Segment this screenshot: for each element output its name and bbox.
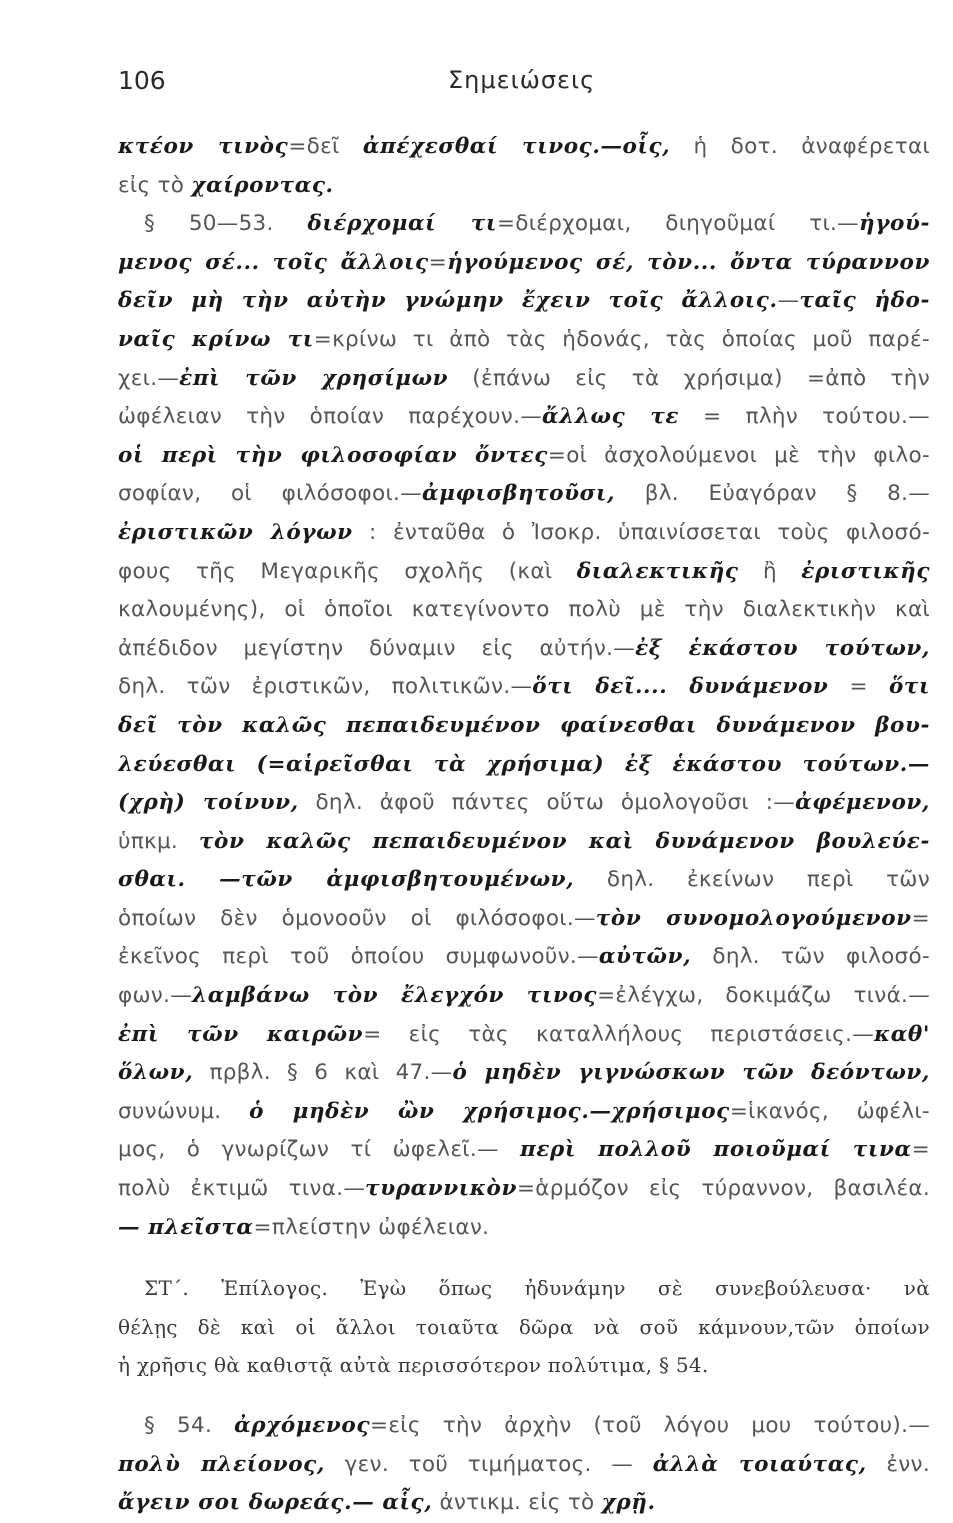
gloss-text: =οἱ ἀσχολούμενοι μὲ τὴν φιλο- xyxy=(547,442,930,468)
lemma-term: λαμβάνω τὸν ἔλεγχόν τινος xyxy=(192,983,598,1009)
gloss-text: μος, ὁ γνωρίζων τί ὠφελεῖ.— xyxy=(118,1137,521,1163)
text-line xyxy=(118,823,930,862)
lemma-term: ἀρχόμενος xyxy=(234,1413,371,1438)
lemma-term: δεῖ τὸν καλῶς πεπαιδευμένον φαίνεσθαι δυνάμενον βου- xyxy=(118,712,930,738)
text-line xyxy=(118,1170,930,1209)
text-line xyxy=(118,553,930,592)
text-line xyxy=(118,244,930,283)
lemma-term: τὸν συνομολογούμενον xyxy=(595,905,912,931)
lemma-term: λεύεσθαι (=αἱρεῖσθαι τὰ χρήσιμα) ἐξ ἑκάστου τούτων.— xyxy=(118,751,930,777)
gloss-text: ἡ χρῆσις θὰ καθιστᾷ αὐτὰ περισσότερον πολύτιμα, § 54. xyxy=(118,1353,709,1378)
gloss-text: § 50—53. xyxy=(144,211,308,237)
gloss-text: φων.— xyxy=(118,983,193,1009)
gloss-text: ἐκεῖνος περὶ τοῦ ὁποίου συμφωνοῦν.— xyxy=(118,944,599,970)
page-header xyxy=(118,66,918,106)
gloss-text: (ἐπάνω εἰς τὰ χρήσιμα) =ἀπὸ τὴν xyxy=(448,365,930,391)
gloss-text: ἡ δοτ. ἀναφέρεται xyxy=(670,134,930,159)
gloss-text: πολὺ ἐκτιμῶ τινα.— xyxy=(118,1176,366,1202)
running-title: Σημειώσεις xyxy=(448,66,596,94)
lemma-term: τὸν καλῶς πεπαιδευμένον καὶ δυνάμενον βουλεύε- xyxy=(198,828,930,854)
lemma-term: ἀφέμενον, xyxy=(795,790,930,816)
text-line xyxy=(118,514,930,553)
gloss-text: — xyxy=(777,288,800,314)
lemma-term: χαίροντας. xyxy=(191,172,334,198)
text-line xyxy=(118,1446,930,1485)
lemma-term: ἀλλὰ τοιαύτας, xyxy=(652,1451,867,1477)
gloss-text: =ἐλέγχω, δοκιμάζω τινά.— xyxy=(597,983,930,1009)
text-line xyxy=(118,1209,930,1248)
text-line xyxy=(118,1484,930,1523)
text-line xyxy=(118,900,930,939)
gloss-text: ὑπκμ. xyxy=(118,828,199,854)
gloss-text: θέλῃς δὲ καὶ οἱ ἄλλοι τοιαῦτα δῶρα νὰ σοῦ κάμνουν,τῶν ὁποίων xyxy=(118,1314,930,1339)
gloss-text: = xyxy=(911,905,930,931)
lemma-term: ἀμφισβητοῦσι, xyxy=(421,481,616,507)
gloss-text: εἰς τὸ xyxy=(118,172,192,198)
gloss-text: = xyxy=(911,1137,930,1163)
text-line xyxy=(118,475,930,514)
gloss-text: § 54. xyxy=(144,1413,235,1438)
text-line xyxy=(118,591,930,630)
lemma-term: ὅλων, xyxy=(118,1060,194,1086)
lemma-term: ἄγειν σοι δωρεάς.— αἷς, xyxy=(118,1490,433,1516)
gloss-text: ἀπέδιδον μεγίστην δύναμιν εἰς αὐτήν.— xyxy=(118,635,636,661)
lemma-term: οἱ περὶ τὴν φιλοσοφίαν ὄντες xyxy=(118,442,548,468)
gloss-text: =δεῖ xyxy=(288,134,363,159)
text-line xyxy=(118,707,930,746)
text-line xyxy=(118,668,930,707)
text-line xyxy=(118,205,930,244)
lemma-term: καθ' xyxy=(874,1021,930,1047)
text-line xyxy=(118,360,930,399)
gloss-text: =εἰς τὴν ἀρχὴν (τοῦ λόγου μου τούτου).— xyxy=(370,1413,930,1438)
gloss-text: δηλ. ἀφοῦ πάντες οὕτω ὁμολογοῦσι :— xyxy=(298,790,796,816)
lemma-term: δεῖν μὴ τὴν αὐτὴν γνώμην ἔχειν τοῖς ἄλλοις. xyxy=(118,288,778,314)
text-line xyxy=(118,282,930,321)
lemma-term: ἡγού- xyxy=(858,211,930,237)
lemma-term: διαλεκτικῆς xyxy=(576,558,739,584)
gloss-text: ἀντικμ. εἰς τὸ xyxy=(432,1490,602,1516)
lemma-term: περὶ πολλοῦ ποιοῦμαί τινα xyxy=(520,1137,912,1163)
lemma-term: αὐτῶν, xyxy=(598,944,692,970)
text-line xyxy=(118,1054,930,1093)
text-line xyxy=(118,630,930,669)
gloss-text: ἢ xyxy=(738,558,802,584)
gloss-text: πρβλ. § 6 καὶ 47.— xyxy=(193,1060,453,1086)
text-line xyxy=(118,1016,930,1055)
text-line xyxy=(118,784,930,823)
text-line xyxy=(118,938,930,977)
gloss-text: δηλ. ἐκείνων περὶ τῶν xyxy=(574,867,930,893)
gloss-text: φους τῆς Μεγαρικῆς σχολῆς (καὶ xyxy=(118,558,577,584)
lemma-term: (χρὴ) τοίνυν, xyxy=(118,790,299,816)
gloss-text: ΣΤ΄. Ἐπίλογος. Ἐγὼ ὅπως ἠδυνάμην σὲ συνεβούλευσα· νὰ xyxy=(144,1276,930,1301)
lemma-term: διέρχομαί τι xyxy=(307,211,497,237)
text-line xyxy=(118,321,930,360)
gloss-text: =ἱκανός, ὠφέλι- xyxy=(729,1098,930,1124)
text-line xyxy=(118,398,930,437)
lemma-term: ὁ μηδὲν γιγνώσκων τῶν δεόντων, xyxy=(452,1060,930,1086)
gloss-text: συνώνυμ. xyxy=(118,1098,250,1124)
gloss-text: χει.— xyxy=(118,365,180,391)
text-line xyxy=(118,1407,930,1446)
lemma-term: ἄλλως τε xyxy=(542,404,680,430)
gloss-text: = xyxy=(428,249,448,275)
lemma-term: ἐπὶ τῶν χρησίμων xyxy=(179,365,449,391)
text-line xyxy=(118,437,930,476)
lemma-term: ἐπὶ τῶν καιρῶν xyxy=(118,1021,364,1047)
gloss-text: καλουμένης), οἱ ὁποῖοι κατεγίνοντο πολὺ μὲ τὴν διαλεκτικὴν καὶ xyxy=(118,597,930,623)
lemma-term: κτέον τινὸς xyxy=(118,134,289,159)
lemma-term: ὅτι δεῖ.... δυνάμενον xyxy=(532,674,829,700)
page-number: 106 xyxy=(118,66,166,95)
text-line xyxy=(118,128,930,167)
gloss-text: ὠφέλειαν τὴν ὁποίαν παρέχουν.— xyxy=(118,404,543,430)
lemma-term: ἐριστικῶν λόγων xyxy=(118,519,353,545)
gloss-text: ὁποίων δὲν ὁμονοοῦν οἱ φιλόσοφοι.— xyxy=(118,905,596,931)
lemma-term: ἐξ ἑκάστου τούτων, xyxy=(635,635,930,661)
lemma-term: — πλεῖστα xyxy=(118,1214,254,1240)
gloss-text: δηλ. τῶν φιλοσό- xyxy=(691,944,930,970)
lemma-term: σθαι. —τῶν ἀμφισβητουμένων, xyxy=(118,867,575,893)
gloss-text: : ἐνταῦθα ὁ Ἰσοκρ. ὑπαινίσσεται τοὺς φιλοσό- xyxy=(352,519,930,545)
text-line xyxy=(118,1346,930,1385)
lemma-term: μενος σέ... τοῖς ἄλλοις xyxy=(118,249,429,275)
notes-body xyxy=(118,128,930,1523)
lemma-term: ὅτι xyxy=(888,674,930,700)
text-line xyxy=(118,1269,930,1308)
gloss-text: = εἰς τὰς καταλλήλους περιστάσεις.— xyxy=(363,1021,875,1047)
lemma-term: τυραννικὸν xyxy=(365,1176,517,1202)
text-line xyxy=(118,1093,930,1132)
text-line xyxy=(118,861,930,900)
lemma-term: πολὺ πλείονος, xyxy=(118,1451,325,1477)
gloss-text: γεν. τοῦ τιμήματος. — xyxy=(324,1451,653,1477)
lemma-term: ναῖς κρίνω τι xyxy=(118,326,314,352)
lemma-term: ἡγούμενος σέ, τὸν... ὄντα τύραννον xyxy=(447,249,930,275)
text-line xyxy=(118,167,930,206)
lemma-term: ὁ μηδὲν ὢν χρήσιμος.—χρήσιμος xyxy=(249,1098,730,1124)
gloss-text: =κρίνω τι ἀπὸ τὰς ἡδονάς, τὰς ὁποίας μοῦ παρέ- xyxy=(313,326,930,352)
text-line xyxy=(118,1308,930,1347)
gloss-text: βλ. Εὐαγόραν § 8.— xyxy=(615,481,930,507)
lemma-term: χρῇ. xyxy=(601,1490,656,1516)
gloss-text: =διέρχομαι, διηγοῦμαί τι.— xyxy=(496,211,859,237)
gloss-text: ἐνν. xyxy=(866,1451,930,1477)
lemma-term: ἀπέχεσθαί τινος.—οἷς, xyxy=(362,134,671,159)
lemma-term: ἐριστικῆς xyxy=(801,558,930,584)
gloss-text: =πλείστην ὠφέλειαν. xyxy=(253,1214,490,1240)
text-line xyxy=(118,746,930,785)
gloss-text: δηλ. τῶν ἐριστικῶν, πολιτικῶν.— xyxy=(118,674,533,700)
gloss-text: σοφίαν, οἱ φιλόσοφοι.— xyxy=(118,481,422,507)
gloss-text: = xyxy=(828,674,889,700)
lemma-term: ταῖς ἡδο- xyxy=(799,288,930,314)
gloss-text: = πλὴν τούτου.— xyxy=(679,404,930,430)
gloss-text: =ἁρμόζον εἰς τύραννον, βασιλέα. xyxy=(516,1176,930,1202)
text-line xyxy=(118,1131,930,1170)
text-line xyxy=(118,977,930,1016)
